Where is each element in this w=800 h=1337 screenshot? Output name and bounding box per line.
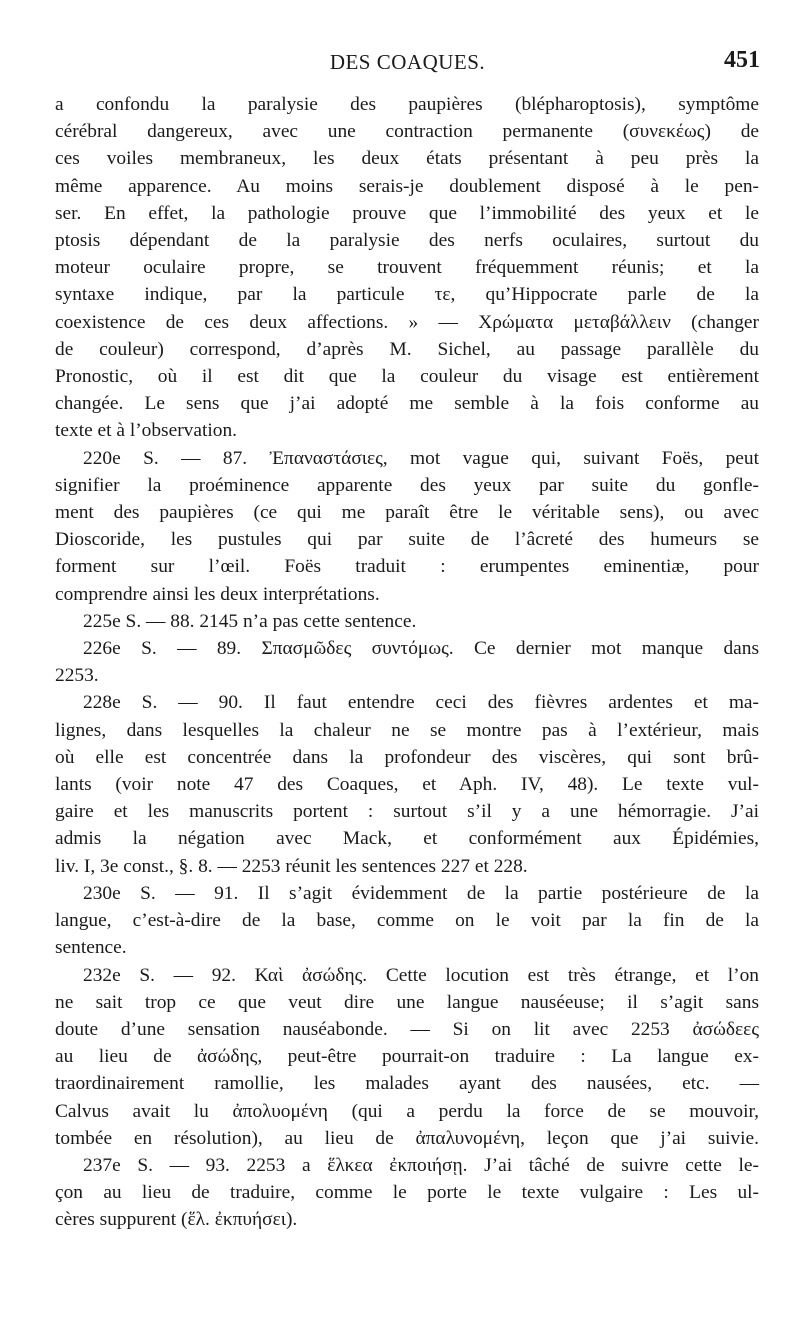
text-line: çon au lieu de traduire, comme le porte le texte vulgaire : Les ul- <box>55 1182 759 1204</box>
text-line: même apparence. Au moins serais-je doublement disposé à le pen- <box>55 175 759 197</box>
text-line: texte et à l’observation. <box>55 420 237 442</box>
text-line: tombée en résolution), au lieu de ἀπαλυνομένη, leçon que j’ai suivie. <box>55 1127 759 1149</box>
text-line: 230e S. — 91. Il s’agit évidemment de la partie postérieure de la <box>83 882 759 904</box>
text-line: cérébral dangereux, avec une contraction permanente (συνεκέως) de <box>55 121 759 143</box>
text-line: langue, c’est-à-dire de la base, comme on le voit par la fin de la <box>55 910 759 932</box>
text-line: où elle est concentrée dans la profondeur des viscères, qui sont brû- <box>55 746 759 768</box>
text-line: 226e S. — 89. Σπασμῶδες συντόμως. Ce dernier mot manque dans <box>83 638 759 660</box>
text-line: admis la négation avec Mack, et conformément aux Épidémies, <box>55 828 759 850</box>
text-line: signifier la proéminence apparente des yeux par suite du gonfle- <box>55 474 759 496</box>
text-line: syntaxe indique, par la particule τε, qu’Hippocrate parle de la <box>55 284 759 306</box>
text-line: ces voiles membraneux, les deux états présentant à peu près la <box>55 148 759 170</box>
text-line: 228e S. — 90. Il faut entendre ceci des fièvres ardentes et ma- <box>83 692 759 714</box>
text-line: moteur oculaire propre, se trouvent fréquemment réunis; et la <box>55 257 759 279</box>
body-text <box>55 91 759 1234</box>
text-line: changée. Le sens que j’ai adopté me semble à la fois conforme au <box>55 393 759 415</box>
text-line: liv. I, 3e const., §. 8. — 2253 réunit les sentences 227 et 228. <box>55 855 528 877</box>
text-line: coexistence de ces deux affections. » — Χρώματα μεταβάλλειν (changer <box>55 311 759 333</box>
running-title: DES COAQUES. <box>329 50 486 74</box>
text-line: de couleur) correspond, d’après M. Sichel, au passage parallèle du <box>55 338 759 360</box>
text-line: cères suppurent (ἕλ. ἐκπυήσει). <box>55 1209 298 1231</box>
text-line: 2253. <box>55 665 99 687</box>
text-line: Dioscoride, les pustules qui par suite de l’âcreté des humeurs se <box>55 529 759 551</box>
text-line: ser. En effet, la pathologie prouve que l’immobilité des yeux et le <box>55 202 759 224</box>
text-line: 232e S. — 92. Καὶ ἀσώδης. Cette locution est très étrange, et l’on <box>83 964 759 986</box>
page-header <box>55 47 760 80</box>
text-line: sentence. <box>55 937 127 959</box>
text-line: au lieu de ἀσώδης, peut-être pourrait-on traduire : La langue ex- <box>55 1046 759 1068</box>
text-line: Calvus avait lu ἀπολυομένη (qui a perdu la force de se mouvoir, <box>55 1100 759 1122</box>
text-line: ne sait trop ce que veut dire une langue nauséeuse; il s’agit sans <box>55 991 759 1013</box>
text-line: a confondu la paralysie des paupières (blépharoptosis), symptôme <box>55 94 759 115</box>
text-line: lants (voir note 47 des Coaques, et Aph. IV, 48). Le texte vul- <box>55 774 759 796</box>
text-line: ptosis dépendant de la paralysie des nerfs oculaires, surtout du <box>55 230 759 252</box>
text-line: ment des paupières (ce qui me paraît être le véritable sens), ou avec <box>55 502 759 524</box>
text-line: 237e S. — 93. 2253 a ἕλκεα ἐκποιήσῃ. J’ai tâché de suivre cette le- <box>83 1154 759 1176</box>
text-line: forment sur l’œil. Foës traduit : erumpentes eminentiæ, pour <box>55 556 759 578</box>
text-line: 220e S. — 87. Ἐπαναστάσιες, mot vague qui, suivant Foës, peut <box>83 447 759 469</box>
text-line: doute d’une sensation nauséabonde. — Si on lit avec 2253 ἀσώδεες <box>55 1018 759 1040</box>
text-line: 225e S. — 88. 2145 n’a pas cette sentence. <box>83 610 417 632</box>
text-line: comprendre ainsi les deux interprétations. <box>55 583 380 605</box>
text-line: lignes, dans lesquelles la chaleur ne se montre pas à l’extérieur, mais <box>55 719 759 741</box>
text-line: Pronostic, où il est dit que la couleur du visage est entièrement <box>55 366 759 388</box>
text-line: traordinairement ramollie, les malades ayant des nausées, etc. — <box>55 1073 759 1095</box>
page-number: 451 <box>724 47 760 73</box>
text-line: gaire et les manuscrits portent : surtout s’il y a une hémorragie. J’ai <box>55 801 759 823</box>
